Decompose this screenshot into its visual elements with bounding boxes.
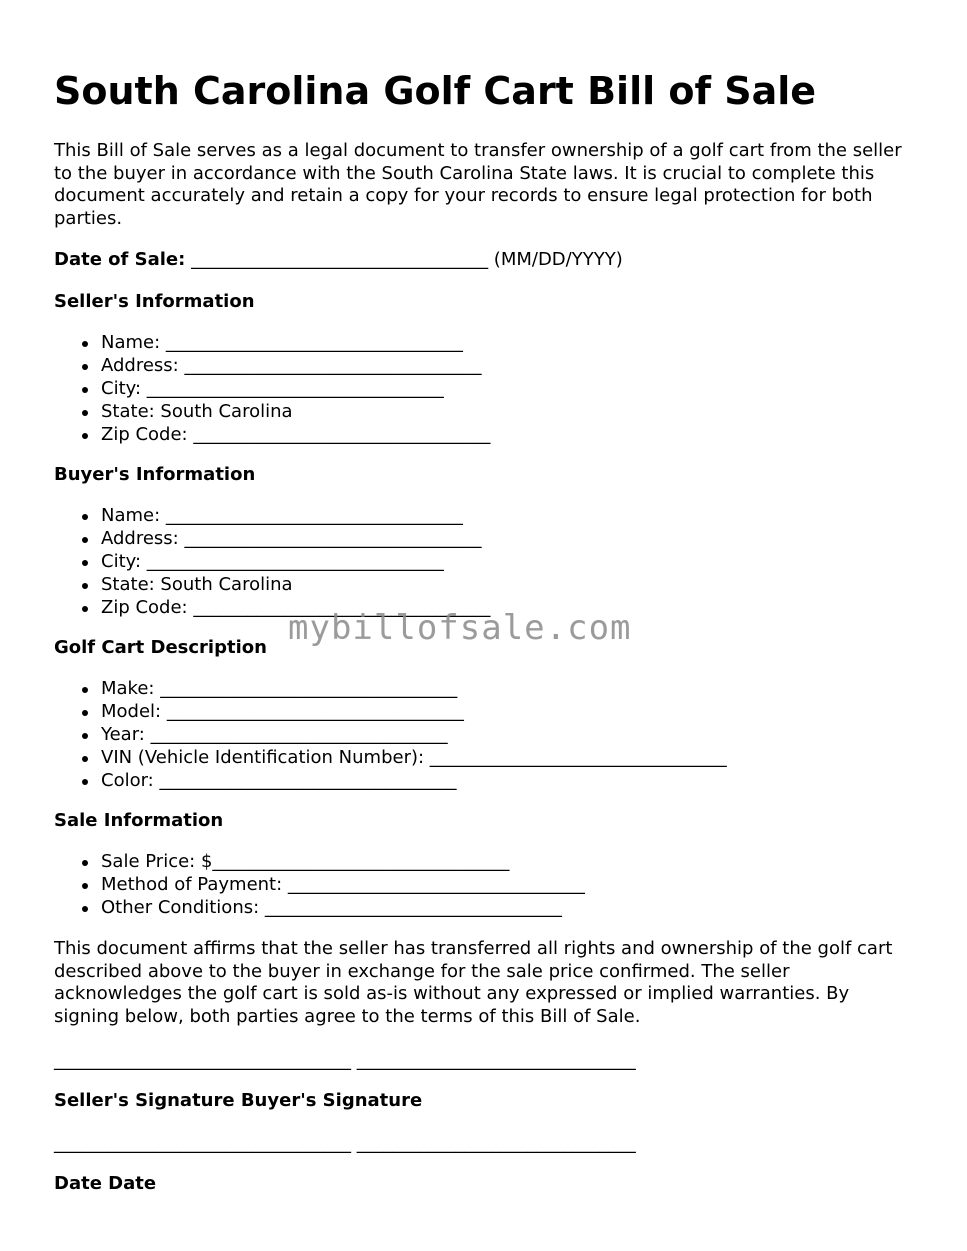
cart-year-field: Year: _________________________________	[101, 724, 727, 747]
seller-name-field: Name: _________________________________	[101, 332, 490, 355]
buyer-zip-field: Zip Code: _________________________________	[101, 596, 491, 618]
cart-make-field: Make: _________________________________	[101, 678, 727, 701]
date-format-hint: (MM/DD/YYYY)	[493, 249, 623, 270]
intro-paragraph: This Bill of Sale serves as a legal document to transfer ownership of a golf cart from the seller to the buyer in accordance with the South Carolina State laws. It is crucial to complete this document accurately and retain a copy for your records to ensure legal protection for both parties.	[54, 140, 902, 230]
payment-method-field: Method of Payment: _________________________________	[101, 873, 585, 895]
seller-section-heading: Seller's Information	[54, 291, 255, 312]
sale-section-heading: Sale Information	[54, 810, 224, 831]
buyer-state-field: State: South Carolina	[101, 574, 490, 597]
date-of-sale-line	[54, 249, 623, 271]
cart-vin-field: VIN (Vehicle Identification Number): _________________________________	[101, 746, 727, 768]
date-signature-lines: _________________________________ _______________________________	[54, 1133, 636, 1154]
buyer-name-field: Name: _________________________________	[101, 505, 490, 528]
sale-fields-list	[54, 851, 585, 920]
signature-labels: Seller's Signature Buyer's Signature	[54, 1090, 423, 1111]
watermark-text: mybillofsale.com	[288, 608, 632, 648]
closing-paragraph: This document affirms that the seller has transferred all rights and ownership of the golf cart described above to the buyer in exchange for the sale price confirmed. The seller acknowledges the golf cart is sold as-is without any expressed or implied warranties. By signing below, both parties agree to the terms of this Bill of Sale.	[54, 938, 893, 1028]
document-title: South Carolina Golf Cart Bill of Sale	[54, 69, 817, 113]
seller-city-field: City: _________________________________	[101, 378, 490, 401]
buyer-section-heading: Buyer's Information	[54, 464, 256, 485]
buyer-city-field: City: _________________________________	[101, 551, 490, 574]
date-signature-labels: Date Date	[54, 1173, 157, 1194]
golf-cart-section-heading: Golf Cart Description	[54, 637, 267, 658]
cart-model-field: Model: _________________________________	[101, 701, 727, 724]
seller-zip-field: Zip Code: _________________________________	[101, 423, 491, 445]
sale-price-field: Sale Price: $_________________________________	[101, 851, 585, 874]
golf-cart-fields-list	[54, 678, 727, 793]
signature-lines: _________________________________ _______________________________	[54, 1050, 636, 1071]
date-of-sale-blank: _________________________________	[191, 249, 489, 270]
date-of-sale-label: Date of Sale:	[54, 249, 186, 270]
seller-address-field: Address: _________________________________	[101, 355, 490, 378]
seller-state-field: State: South Carolina	[101, 401, 490, 424]
cart-color-field: Color: _________________________________	[101, 770, 727, 793]
buyer-fields-list	[54, 505, 490, 620]
seller-fields-list	[54, 332, 490, 447]
buyer-address-field: Address: _________________________________	[101, 528, 490, 551]
other-conditions-field: Other Conditions: _________________________________	[101, 897, 585, 920]
